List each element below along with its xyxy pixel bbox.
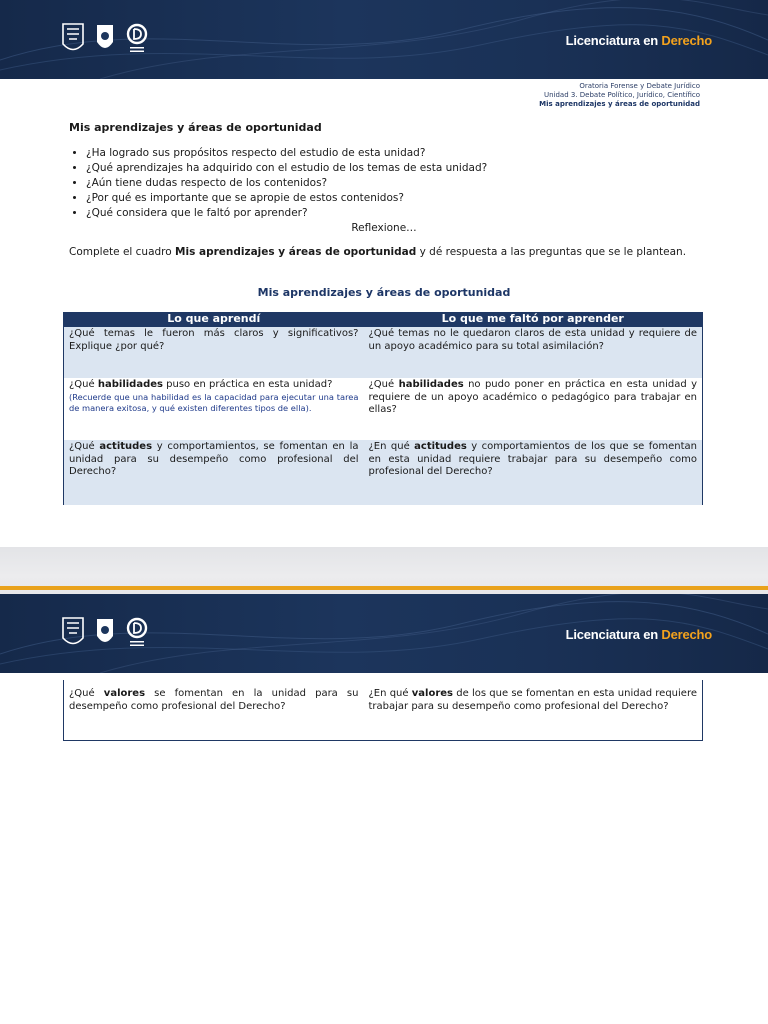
table-row — [64, 440, 703, 505]
reflexione-text: Reflexione… — [351, 222, 417, 234]
cell-attitudes-learned[interactable]: ¿Qué actitudes y comportamientos, se fomentan en la unidad para su desempeño como profesional del Derecho? — [64, 440, 364, 505]
learning-table — [63, 312, 703, 505]
breadcrumb-unit: Unidad 3. Debate Político, Jurídico, Científico — [543, 91, 700, 99]
table-row — [64, 378, 703, 440]
list-item: • ¿Qué aprendizajes ha adquirido con el estudio de los temas de esta unidad? — [86, 161, 646, 176]
cell-attitudes-missing[interactable]: ¿En qué actitudes y comportamientos de los que se fomentan en esta unidad requiere trabajar para su desempeño como profesional del Derecho? — [364, 440, 703, 505]
instructions: Complete el cuadro Mis aprendizajes y áreas de oportunidad y dé respuesta a las preguntas que se le plantean. — [69, 246, 687, 258]
list-item: • ¿Qué considera que le faltó por aprender? — [86, 206, 646, 221]
header-banner-page-2 — [0, 594, 768, 673]
unam-shield-icon — [62, 22, 84, 56]
cell-skills-missing[interactable]: ¿Qué habilidades no pudo poner en práctica en esta unidad y requiere de un apoyo académico o pedagógico para trabajar en ellas? — [364, 378, 703, 440]
reflection-questions — [69, 146, 646, 221]
list-item: • ¿Aún tiene dudas respecto de los contenidos? — [86, 176, 646, 191]
cell-topics-missing[interactable]: ¿Qué temas no le quedaron claros de esta unidad y requiere de un apoyo académico para su total asimilación? — [364, 327, 703, 378]
column-header-missing: Lo que me faltó por aprender — [364, 312, 703, 327]
program-title: Licenciatura en Derecho — [565, 627, 712, 642]
cell-skills-learned[interactable]: ¿Qué habilidades puso en práctica en esta unidad? (Recuerde que una habilidad es la capacidad para ejecutar una tarea de manera exitosa, y qué existen diferentes tipos de ella). — [64, 378, 364, 440]
list-item: • ¿Ha logrado sus propósitos respecto del estudio de esta unidad? — [86, 146, 646, 161]
table-row — [64, 680, 703, 740]
sua-logo-icon — [126, 22, 148, 56]
sua-logo-icon — [126, 616, 148, 650]
fd-shield-icon — [94, 22, 116, 56]
column-header-learned: Lo que aprendí — [64, 312, 364, 327]
table-title: Mis aprendizajes y áreas de oportunidad — [257, 286, 511, 299]
unam-shield-icon — [62, 616, 84, 650]
learning-table-continued — [63, 680, 703, 741]
program-title: Licenciatura en Derecho — [565, 33, 712, 48]
header-banner — [0, 0, 768, 79]
page-break-accent-line — [0, 586, 768, 590]
logo-group — [62, 616, 148, 650]
list-item: • ¿Por qué es importante que se apropie de estos contenidos? — [86, 191, 646, 206]
breadcrumb — [539, 82, 700, 109]
skills-note: (Recuerde que una habilidad es la capacidad para ejecutar una tarea de manera exitosa, y qué existen diferentes tipos de ella). — [69, 391, 359, 413]
breadcrumb-course: Oratoria Forense y Debate Jurídico — [579, 82, 700, 90]
cell-values-missing[interactable]: ¿En qué valores de los que se fomentan en esta unidad requiere trabajar para su desempeño como profesional del Derecho? — [364, 680, 703, 740]
breadcrumb-current: Mis aprendizajes y áreas de oportunidad — [539, 100, 700, 108]
table-row — [64, 327, 703, 378]
fd-shield-icon — [94, 616, 116, 650]
logo-group — [62, 22, 148, 56]
cell-values-learned[interactable]: ¿Qué valores se fomentan en la unidad para su desempeño como profesional del Derecho? — [64, 680, 364, 740]
section-title: Mis aprendizajes y áreas de oportunidad — [69, 121, 322, 134]
cell-topics-learned[interactable]: ¿Qué temas le fueron más claros y significativos? Explique ¿por qué? — [64, 327, 364, 378]
